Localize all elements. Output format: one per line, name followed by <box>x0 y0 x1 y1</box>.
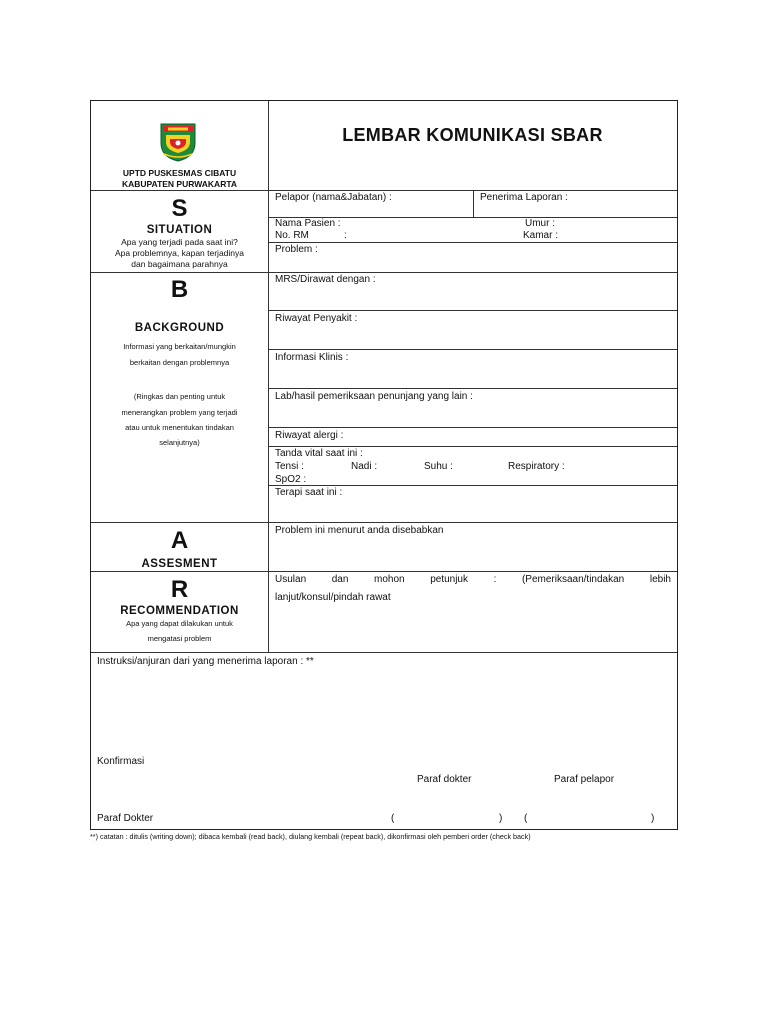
situation-letter: S <box>171 195 188 222</box>
row-divider <box>91 571 677 572</box>
org-region: KABUPATEN PURWAKARTA <box>121 179 238 189</box>
background-desc: Informasi yang berkaitan/mungkin <box>123 342 236 351</box>
usulan-word: lebih <box>649 574 671 585</box>
usulan-field[interactable] <box>275 574 671 585</box>
row-divider <box>268 427 677 428</box>
tensi-field[interactable]: Tensi : <box>275 461 304 472</box>
no-rm-colon: : <box>344 230 347 241</box>
pelapor-divider <box>473 190 474 217</box>
paraf-pelapor-sign-close[interactable]: ) <box>651 813 655 824</box>
row-divider <box>268 485 677 486</box>
konfirmasi-label: Konfirmasi <box>97 756 145 767</box>
background-note: selanjutnya) <box>159 438 200 447</box>
left-column-divider <box>268 101 269 652</box>
sbar-form <box>90 100 678 830</box>
terapi-field[interactable]: Terapi saat ini : <box>275 487 343 498</box>
mrs-field[interactable]: MRS/Dirawat dengan : <box>275 274 376 285</box>
pelapor-field[interactable]: Pelapor (nama&Jabatan) : <box>275 192 392 203</box>
row-divider <box>91 522 677 523</box>
recommendation-desc: mengatasi problem <box>147 634 212 643</box>
paraf-dokter-sign-close[interactable]: ) <box>499 813 503 824</box>
assessment-heading: ASSESMENT <box>141 558 218 570</box>
assessment-problem-field[interactable]: Problem ini menurut anda disebabkan <box>275 525 444 536</box>
respiratory-field[interactable]: Respiratory : <box>508 461 565 472</box>
tanda-vital-label: Tanda vital saat ini : <box>275 448 363 459</box>
row-divider <box>268 242 677 243</box>
riwayat-alergi-field[interactable]: Riwayat alergi : <box>275 430 344 441</box>
background-note: menerangkan problem yang terjadi <box>121 408 238 417</box>
usulan-word: : <box>493 574 497 585</box>
paraf-pelapor-label: Paraf pelapor <box>554 774 615 785</box>
informasi-klinis-field[interactable]: Informasi Klinis : <box>275 352 349 363</box>
background-note: atau untuk menentukan tindakan <box>125 423 234 432</box>
background-heading: BACKGROUND <box>134 322 225 334</box>
nadi-field[interactable]: Nadi : <box>351 461 378 472</box>
usulan-word: dan <box>331 574 349 585</box>
background-desc: berkaitan dengan problemnya <box>129 358 230 367</box>
recommendation-heading: RECOMMENDATION <box>120 605 239 617</box>
usulan-word: Usulan <box>275 574 307 585</box>
kamar-field[interactable]: Kamar : <box>523 230 559 241</box>
penerima-field[interactable]: Penerima Laporan : <box>480 192 568 203</box>
riwayat-penyakit-field[interactable]: Riwayat Penyakit : <box>275 313 358 324</box>
paraf-dokter-row-label: Paraf Dokter <box>97 813 154 824</box>
row-divider <box>268 388 677 389</box>
page-title: LEMBAR KOMUNIKASI SBAR <box>342 125 603 145</box>
background-letter: B <box>170 276 189 303</box>
usulan-word: mohon <box>374 574 405 585</box>
nama-pasien-field[interactable]: Nama Pasien : <box>275 218 341 229</box>
paraf-dokter-sign-open[interactable]: ( <box>391 813 395 824</box>
background-note: (Ringkas dan penting untuk <box>133 392 226 401</box>
no-rm-field[interactable]: No. RM <box>275 230 309 241</box>
suhu-field[interactable]: Suhu : <box>424 461 453 472</box>
footnote: **) catatan : ditulis (writing down); dibaca kembali (read back), diulang kembali (repeat back), dikonfirmasi oleh pemberi order (check back) <box>90 832 531 841</box>
usulan-line2: lanjut/konsul/pindah rawat <box>275 592 391 603</box>
umur-field[interactable]: Umur : <box>525 218 555 229</box>
row-divider <box>268 446 677 447</box>
situation-heading: SITUATION <box>146 224 213 236</box>
spo2-field[interactable]: SpO2 : <box>275 474 307 485</box>
usulan-word: (Pemeriksaan/tindakan <box>521 574 625 585</box>
row-divider <box>268 349 677 350</box>
recommendation-desc: Apa yang dapat dilakukan untuk <box>126 619 233 628</box>
situation-desc: Apa problemnya, kapan terjadinya <box>115 248 244 258</box>
recommendation-letter: R <box>170 576 189 603</box>
paraf-pelapor-sign-open[interactable]: ( <box>524 813 528 824</box>
puskesmas-logo <box>157 121 199 163</box>
row-divider <box>91 190 677 191</box>
instruksi-field[interactable]: Instruksi/anjuran dari yang menerima laporan : ** <box>97 656 314 667</box>
lab-field[interactable]: Lab/hasil pemeriksaan penunjang yang lain : <box>275 391 473 402</box>
row-divider <box>91 652 677 653</box>
situation-desc: dan bagaimana parahnya <box>131 259 228 269</box>
assessment-letter: A <box>170 527 189 554</box>
problem-field[interactable]: Problem : <box>275 244 318 255</box>
row-divider <box>268 310 677 311</box>
row-divider <box>91 272 677 273</box>
usulan-word: petunjuk <box>430 574 468 585</box>
paraf-dokter-label: Paraf dokter <box>417 774 472 785</box>
org-name: UPTD PUSKESMAS CIBATU <box>122 168 237 178</box>
situation-desc: Apa yang terjadi pada saat ini? <box>121 237 238 247</box>
